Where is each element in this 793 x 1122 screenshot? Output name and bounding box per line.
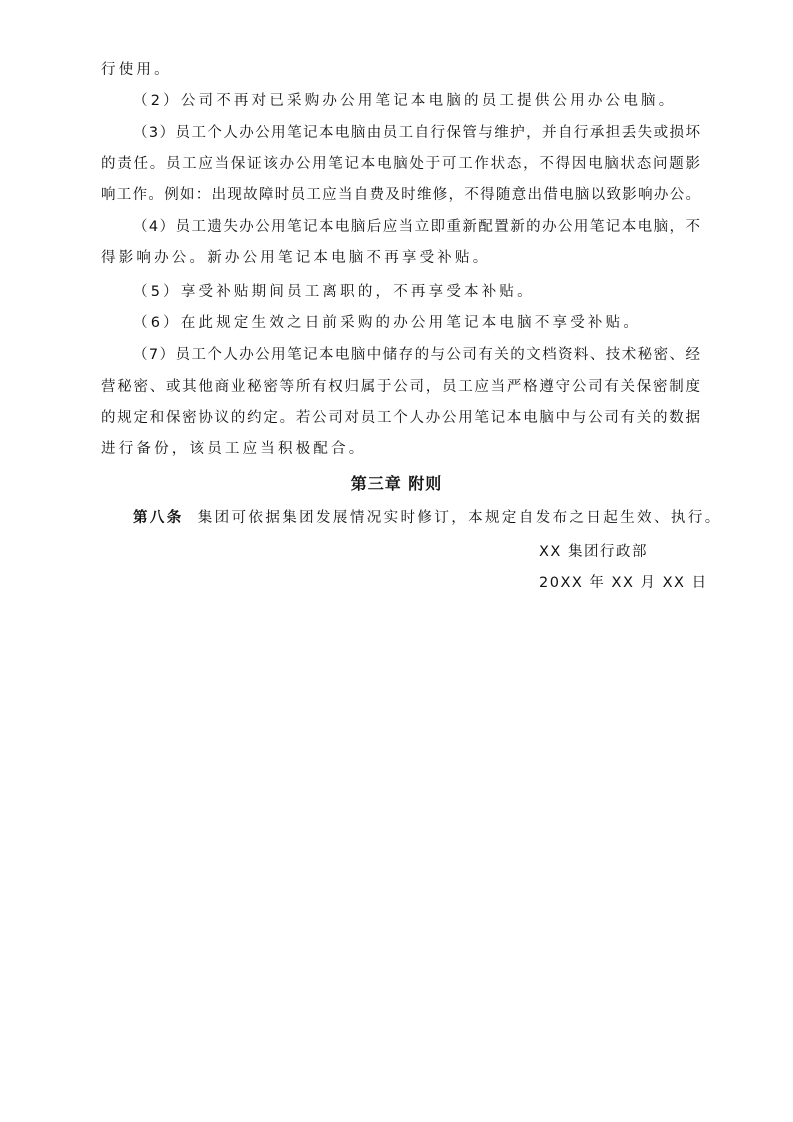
paragraph-line: （6）在此规定生效之日前采购的办公用笔记本电脑不享受补贴。	[133, 315, 642, 331]
paragraph-line: 进行备份，该员工应当积极配合。	[101, 441, 367, 457]
article-label: 第八条	[133, 510, 184, 526]
paragraph-line: 的规定和保密协议的约定。若公司对员工个人办公用笔记本电脑中与公司有关的数据	[101, 410, 700, 426]
paragraph-line: 行使用。	[101, 62, 172, 78]
paragraph-line: 得影响办公。新办公用笔记本电脑不再享受补贴。	[101, 250, 491, 266]
chapter-heading: 第三章 附则	[350, 474, 443, 493]
article-8	[101, 508, 722, 528]
paragraph-line: 响工作。例如：出现故障时员工应当自费及时维修，不得随意出借电脑以致影响办公。	[101, 187, 700, 203]
signature-date: 20XX 年 XX 月 XX 日	[539, 575, 708, 591]
paragraph-line: 营秘密、或其他商业秘密等所有权归属于公司，员工应当严格遵守公司有关保密制度	[101, 379, 700, 395]
paragraph-line: 的责任。员工应当保证该办公用笔记本电脑处于可工作状态，不得因电脑状态问题影	[101, 156, 700, 172]
paragraph-line: （5）享受补贴期间员工离职的，不再享受本补贴。	[133, 284, 535, 300]
paragraph-line: （3）员工个人办公用笔记本电脑由员工自行保管与维护，并自行承担丢失或损坏	[133, 125, 700, 141]
paragraph-line: （7）员工个人办公用笔记本电脑中储存的与公司有关的文档资料、技术秘密、经	[133, 347, 700, 363]
paragraph-line: （2）公司不再对已采购办公用笔记本电脑的员工提供公用办公电脑。	[133, 93, 677, 109]
paragraph-line: （4）员工遗失办公用笔记本电脑后应当立即重新配置新的办公用笔记本电脑，不	[133, 219, 700, 235]
article-text: 集团可依据集团发展情况实时修订，本规定自发布之日起生效、执行。	[197, 510, 722, 526]
signature-department: XX 集团行政部	[539, 544, 648, 560]
